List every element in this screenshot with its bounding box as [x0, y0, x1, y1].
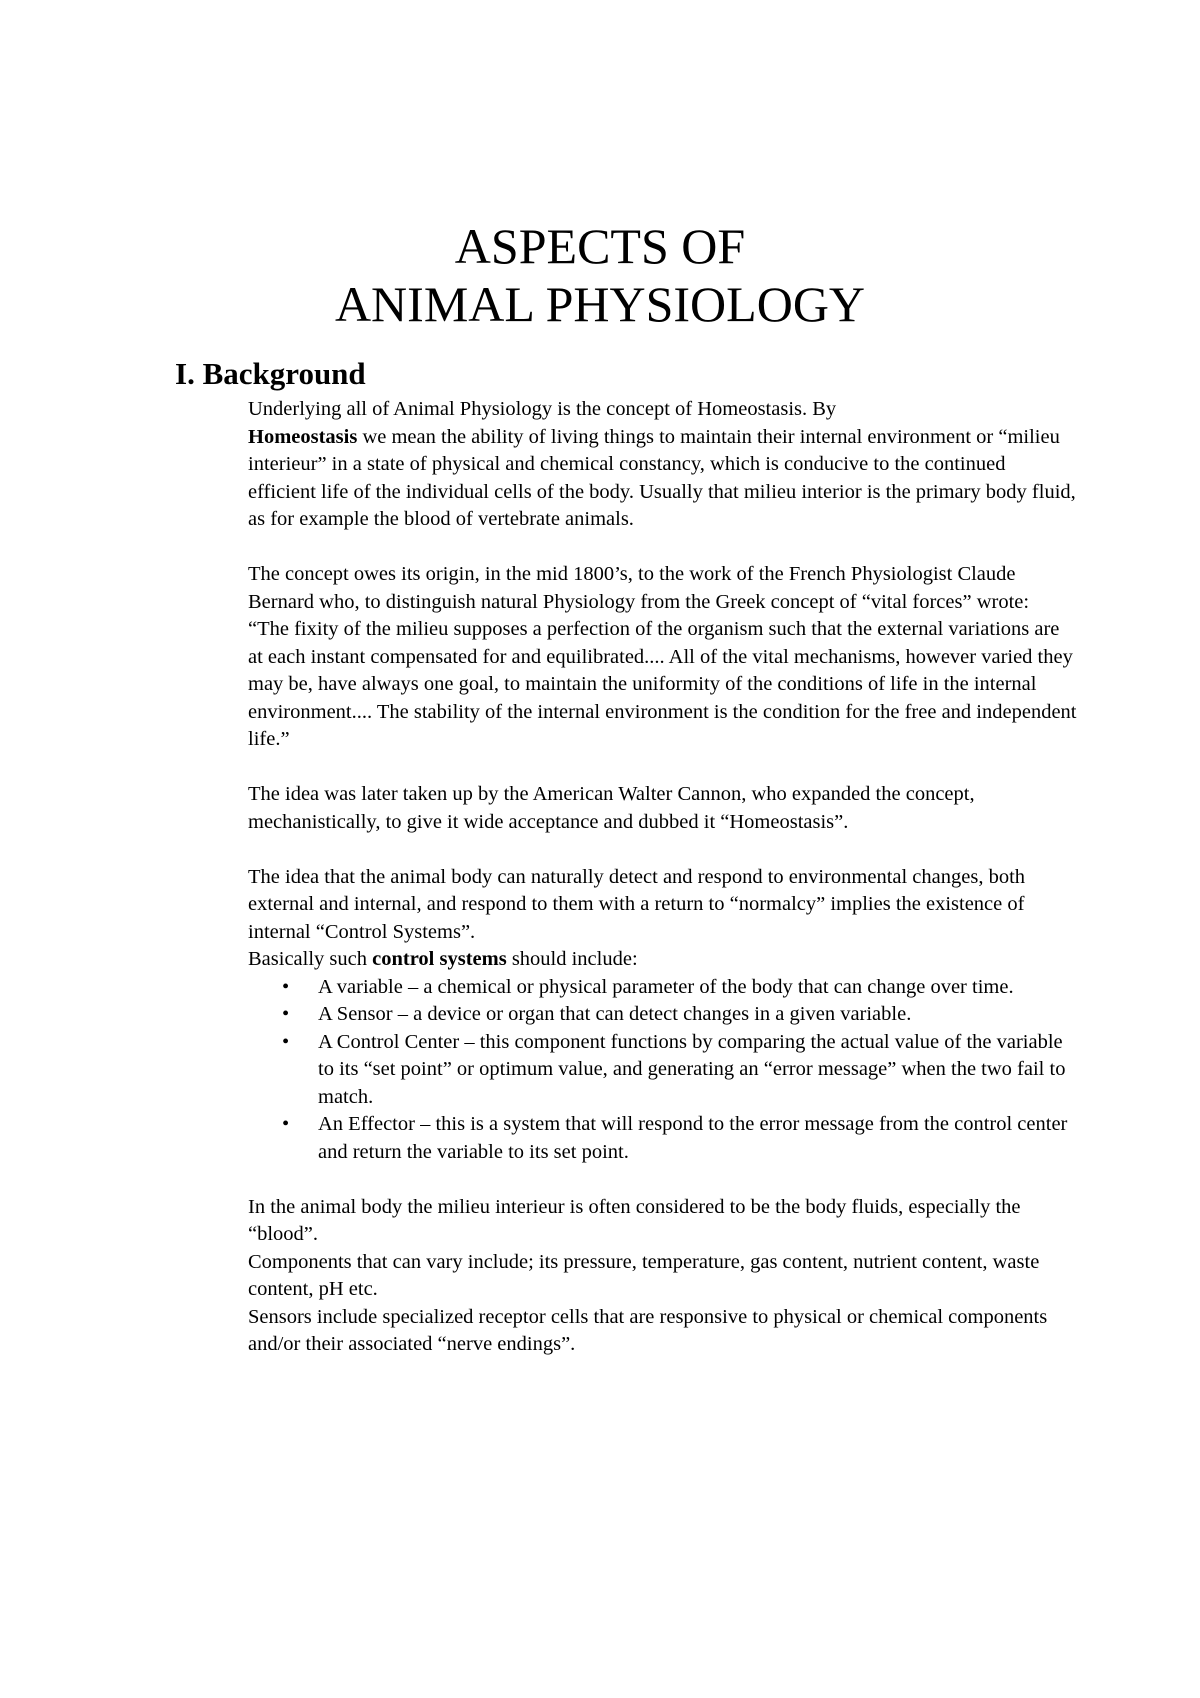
bullet-icon: • — [282, 975, 290, 998]
document-title-line-1: ASPECTS OF — [454, 218, 746, 274]
bullet-icon: • — [282, 1003, 290, 1025]
paragraph-lead-text: Underlying all of Animal Physiology is the concept of Homeostasis. By — [248, 398, 837, 420]
paragraph-lead-text: Basically such — [248, 948, 373, 970]
bullet-icon: • — [282, 1030, 290, 1053]
paragraph-spacer — [248, 534, 1078, 562]
list-item-text: An Effector – this is a system that will respond to the error message from the control center and return the variable to its set point. — [318, 1113, 1068, 1163]
paragraph-control-systems-intro — [248, 946, 1078, 974]
homeostasis-term: Homeostasis — [248, 425, 358, 448]
paragraph-body-text: we mean the ability of living things to maintain their internal environment or “milieu interieur” in a state of physical and chemical constancy, which is conducive to the continued efficient life of the individual cells of the body. Usually that milieu interior is the primary body fluid, as for example the blood of vertebrate animals. — [248, 425, 1076, 530]
paragraph-control-systems: The idea that the animal body can naturally detect and respond to environmental changes, both external and internal, and respond to them with a return to “normalcy” implies the existence of internal “Control Systems”. — [248, 865, 1026, 943]
paragraph-body-text: should include: — [506, 948, 638, 970]
list-item-text: A Sensor – a device or organ that can detect changes in a given variable. — [318, 1003, 912, 1025]
bullet-icon: • — [282, 1113, 290, 1135]
paragraph-milieu-body-fluids: In the animal body the milieu interieur is often considered to be the body fluids, especially the “blood”. — [248, 1195, 1021, 1245]
paragraph-homeostasis-intro — [248, 396, 1078, 534]
list-item-variable — [248, 974, 1078, 1002]
paragraph-variable-components: Components that can vary include; its pressure, temperature, gas content, nutrient content, waste content, pH etc. — [248, 1250, 1040, 1300]
paragraph-spacer — [248, 754, 1078, 782]
bernard-quote: “The fixity of the milieu supposes a perfection of the organism such that the external variations are at each instant compensated for and equilibrated.... All of the vital mechanisms, however varied they may be, have always one goal, to maintain the uniformity of the conditions of life in the internal environment.... The stability of the internal environment is the condition for the free and independent life.” — [248, 618, 1077, 750]
list-item-control-center — [248, 1029, 1078, 1112]
list-item-text: A variable – a chemical or physical parameter of the body that can change over time. — [318, 975, 1014, 998]
control-system-components-list — [248, 974, 1078, 1167]
paragraph-claude-bernard: The concept owes its origin, in the mid 1800’s, to the work of the French Physiologist Claude Bernard who, to distinguish natural Physiology from the Greek concept of “vital forces” wrote: — [248, 563, 1030, 613]
control-systems-term: control systems — [372, 948, 507, 970]
list-item-text: A Control Center – this component functions by comparing the actual value of the variable to its “set point” or optimum value, and generating an “error message” when the two fail to match. — [318, 1030, 1066, 1108]
section-heading-background: I. Background — [175, 356, 366, 391]
list-item-sensor — [248, 1001, 1078, 1029]
section-body — [248, 396, 1078, 1359]
paragraph-walter-cannon: The idea was later taken up by the American Walter Cannon, who expanded the concept, mechanistically, to give it wide acceptance and dubbed it “Homeostasis”. — [248, 783, 975, 833]
paragraph-spacer — [248, 1166, 1078, 1194]
document-title-line-2: ANIMAL PHYSIOLOGY — [334, 276, 866, 332]
paragraph-spacer — [248, 836, 1078, 864]
paragraph-sensors: Sensors include specialized receptor cells that are responsive to physical or chemical components and/or their associated “nerve endings”. — [248, 1305, 1048, 1355]
list-item-effector — [248, 1111, 1078, 1166]
